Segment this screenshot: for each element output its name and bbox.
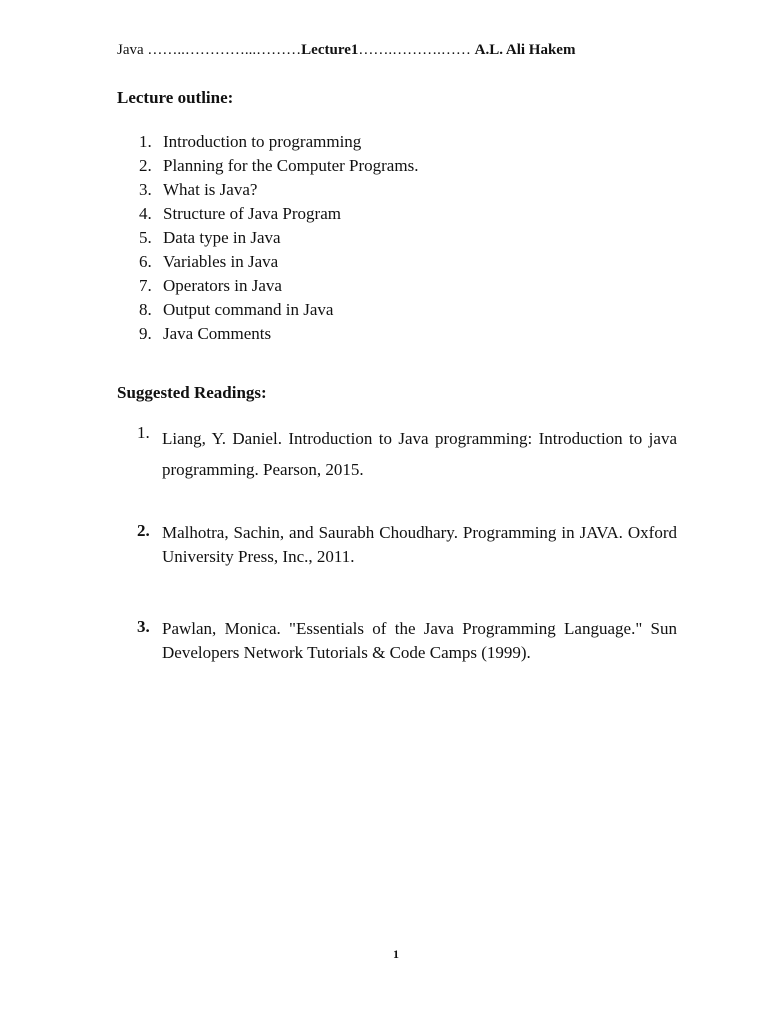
list-item <box>117 274 418 298</box>
header-subject: Java <box>117 42 144 58</box>
list-text: Operators in Java <box>163 276 282 295</box>
list-text: Output command in Java <box>163 300 334 319</box>
header-dots-right: …….……….…… <box>358 42 471 58</box>
running-header <box>117 42 677 59</box>
list-number: 8. <box>139 300 152 319</box>
reference-item <box>137 423 677 485</box>
list-text: Introduction to programming <box>163 132 362 151</box>
list-number: 7. <box>139 276 152 295</box>
reference-text: Pawlan, Monica. "Essentials of the Java Programming Language." Sun Developers Network Tutorials & Code Camps (1999). <box>162 619 677 662</box>
list-number: 1. <box>139 132 152 151</box>
reference-number: 1. <box>137 423 150 442</box>
page-number: 1 <box>393 947 399 961</box>
list-text: Variables in Java <box>163 252 279 271</box>
list-item <box>117 298 418 322</box>
header-lecture: Lecture1 <box>301 42 359 58</box>
reference-text: Malhotra, Sachin, and Saurabh Choudhary. Programming in JAVA. Oxford University Press, Inc., 2011. <box>162 523 677 566</box>
list-text: Structure of Java Program <box>163 204 341 223</box>
outline-heading: Lecture outline: <box>117 88 234 107</box>
list-item <box>117 226 418 250</box>
reference-item <box>137 617 677 665</box>
list-number: 2. <box>139 156 152 175</box>
readings-heading: Suggested Readings: <box>117 383 267 402</box>
list-number: 5. <box>139 228 152 247</box>
reference-item <box>137 521 677 569</box>
list-item <box>117 130 418 154</box>
reference-number: 2. <box>137 521 150 540</box>
list-item <box>117 322 418 346</box>
list-number: 4. <box>139 204 152 223</box>
outline-list <box>117 130 418 346</box>
list-number: 6. <box>139 252 152 271</box>
list-text: Data type in Java <box>163 228 281 247</box>
reference-text: Liang, Y. Daniel. Introduction to Java programming: Introduction to java programming. Pearson, 2015. <box>162 429 677 479</box>
list-item <box>117 202 418 226</box>
reference-number: 3. <box>137 617 150 636</box>
list-number: 3. <box>139 180 152 199</box>
list-text: Java Comments <box>163 324 272 343</box>
list-text: Planning for the Computer Programs. <box>163 156 419 175</box>
list-item <box>117 250 418 274</box>
list-number: 9. <box>139 324 152 343</box>
list-item <box>117 154 418 178</box>
list-text: What is Java? <box>163 180 258 199</box>
header-author: A.L. Ali Hakem <box>474 42 576 58</box>
header-dots-left: ……..…………...……… <box>147 42 302 58</box>
list-item <box>117 178 418 202</box>
